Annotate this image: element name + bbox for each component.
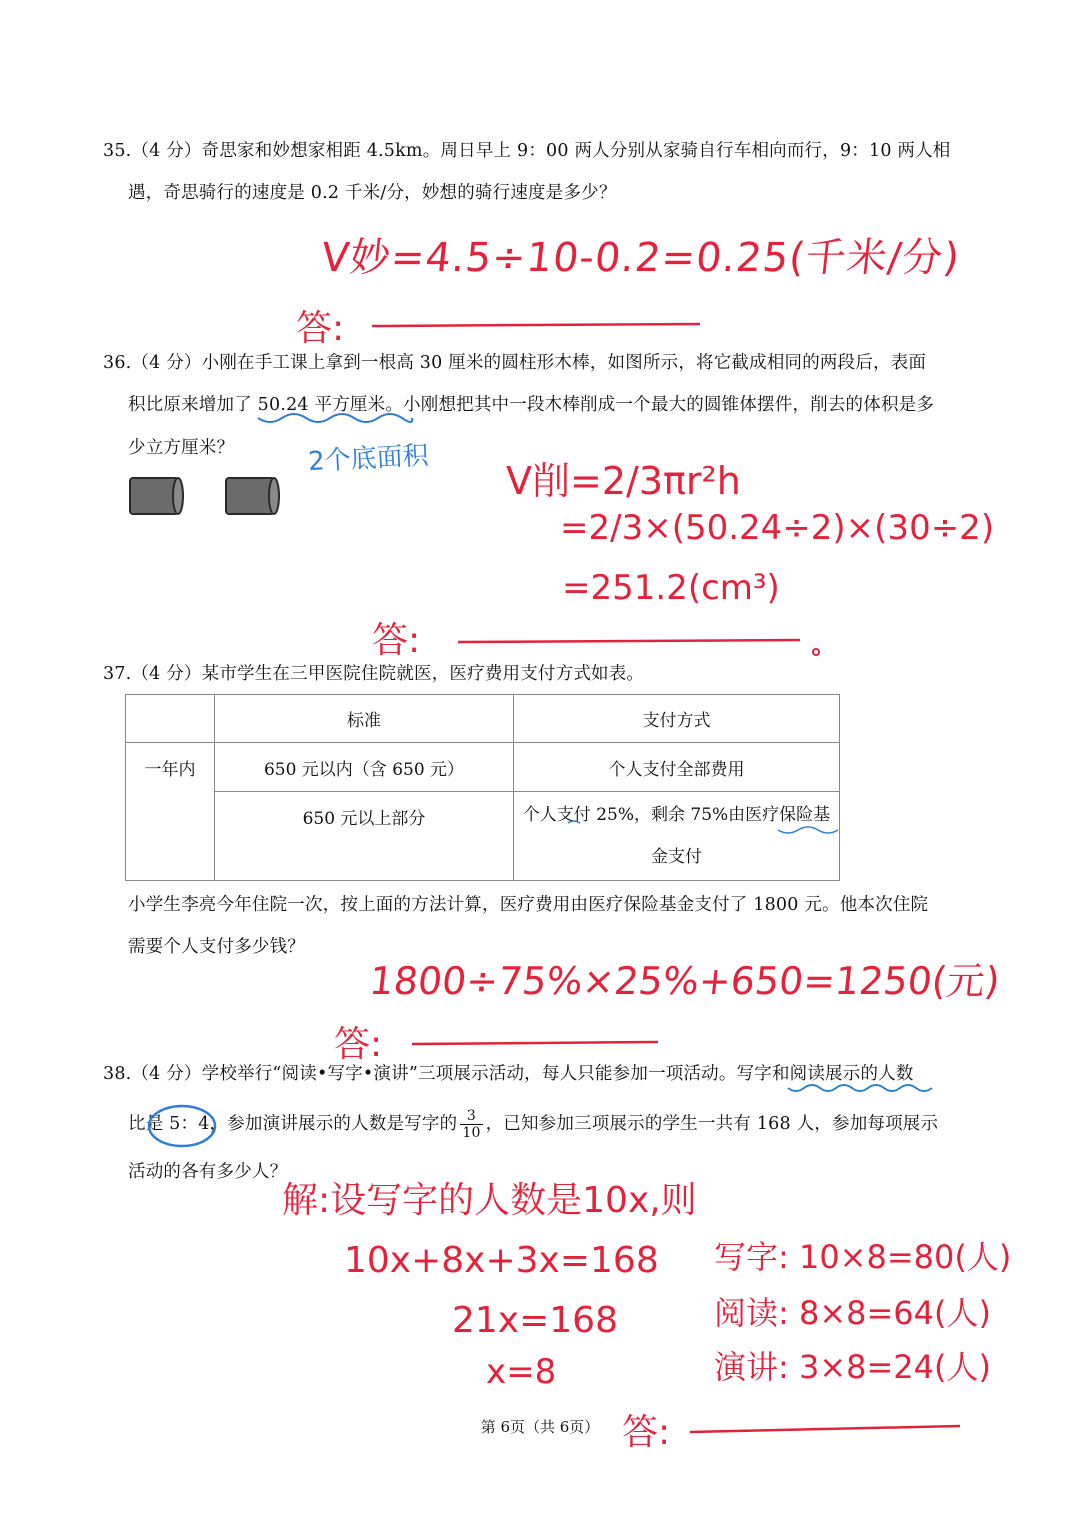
table-header-payment: 支付方式 — [514, 695, 840, 743]
q38-text-line3: 活动的各有多少人？ — [128, 1162, 288, 1182]
q36-underlined-area: 50.24 平方厘米 — [257, 395, 386, 415]
payment-table — [125, 694, 840, 881]
q35-answer-line — [372, 324, 700, 326]
q35-handwritten-answer: V妙=4.5÷10-0.2=0.25(千米/分) — [319, 235, 963, 281]
q38-handwritten-result-3: 演讲: 3×8=24(人) — [714, 1348, 991, 1386]
q38-handwritten-result-2: 阅读: 8×8=64(人) — [714, 1294, 991, 1332]
q36-period-mark — [813, 649, 819, 655]
table-cell-line: 金支付 — [651, 847, 702, 867]
table-header-standard: 标准 — [215, 695, 514, 743]
table-header-empty — [126, 695, 215, 743]
q38-handwritten-solve: 解:设写字的人数是10x,则 — [282, 1180, 697, 1221]
q37-text-line1: 37.（4 分）某市学生在三甲医院住院就医，医疗费用支付方式如表。 — [103, 664, 645, 684]
q38-handwritten-result-1: 写字: 10×8=80(人) — [714, 1238, 1012, 1276]
cylinder-piece-1 — [130, 478, 183, 514]
q38-text-line2-a: 比是 5：4，参加演讲展示的人数是写字的 — [128, 1114, 458, 1134]
q37-text-line2: 小学生李亮今年住院一次，按上面的方法计算，医疗费用由医疗保险基金支付了 1800 元。他本次住院 — [128, 895, 929, 915]
q36-handwritten-work-3: =251.2(cm³) — [562, 568, 780, 608]
q35-text-line1: 35.（4 分）奇思家和妙想家相距 4.5km。周日早上 9：00 两人分别从家骑自行车相向而行，9：10 两人相 — [103, 141, 951, 161]
table-cell-multiline — [514, 792, 840, 881]
q36-answer-line — [458, 640, 800, 642]
q36-text-line2-c: 。小刚想把其中一段木棒削成一个最大的圆锥体摆件，削去的体积是多 — [385, 395, 935, 415]
q36-handwritten-note: 2个底面积 — [307, 440, 430, 478]
q38-text-line1: 38.（4 分）学校举行“阅读•写字•演讲”三项展示活动，每人只能参加一项活动。写字和阅读展示的人数 — [103, 1064, 914, 1084]
table-cell: 个人支付全部费用 — [514, 743, 840, 792]
q35-handwritten-da: 答: — [296, 308, 345, 349]
q36-text-line2-a: 积比原来增加了 — [128, 395, 258, 415]
q38-handwritten-eq-2: 21x=168 — [452, 1300, 618, 1341]
fraction-numerator: 3 — [460, 1108, 482, 1125]
table-cell-line: 个人支付 25%，剩余 75%由医疗保险基 — [522, 805, 831, 825]
q36-text-line1: 36.（4 分）小刚在手工课上拿到一根高 30 厘米的圆柱形木棒，如图所示，将它截成相同的两段后，表面 — [103, 353, 927, 373]
q38-text-line2-b: ，已知参加三项展示的学生一共有 168 人，参加每项展示 — [485, 1114, 939, 1134]
q37-handwritten-da: 答: — [334, 1024, 383, 1065]
q38-handwritten-eq-1: 10x+8x+3x=168 — [344, 1240, 659, 1281]
cylinder-piece-2 — [226, 478, 279, 514]
table-cell: 650 元以上部分 — [215, 792, 514, 881]
q37-handwritten-answer: 1800÷75%×25%+650=1250(元) — [367, 959, 1002, 1003]
q36-text-line3: 少立方厘米？ — [128, 438, 235, 458]
page-footer: 第 6页（共 6页） — [480, 1418, 600, 1436]
q36-handwritten-work-2: =2/3×(50.24÷2)×(30÷2) — [560, 508, 995, 548]
q36-handwritten-da: 答: — [372, 620, 421, 661]
q36-text-line2 — [128, 393, 934, 417]
q38-handwritten-eq-3: x=8 — [486, 1352, 557, 1392]
fraction-3-10 — [460, 1108, 482, 1141]
fraction-denominator: 10 — [462, 1125, 481, 1141]
table-cell: 650 元以内（含 650 元） — [215, 743, 514, 792]
table-row-label: 一年内 — [126, 743, 215, 881]
q37-text-line3: 需要个人支付多少钱？ — [128, 937, 305, 957]
q37-answer-line — [412, 1042, 658, 1044]
q35-text-line2: 遇，奇思骑行的速度是 0.2 千米/分，妙想的骑行速度是多少？ — [128, 183, 617, 203]
q38-text-line2 — [128, 1104, 938, 1144]
q36-handwritten-work-1: V削=2/3πr²h — [506, 459, 741, 503]
q38-handwritten-da: 答: — [622, 1412, 671, 1453]
